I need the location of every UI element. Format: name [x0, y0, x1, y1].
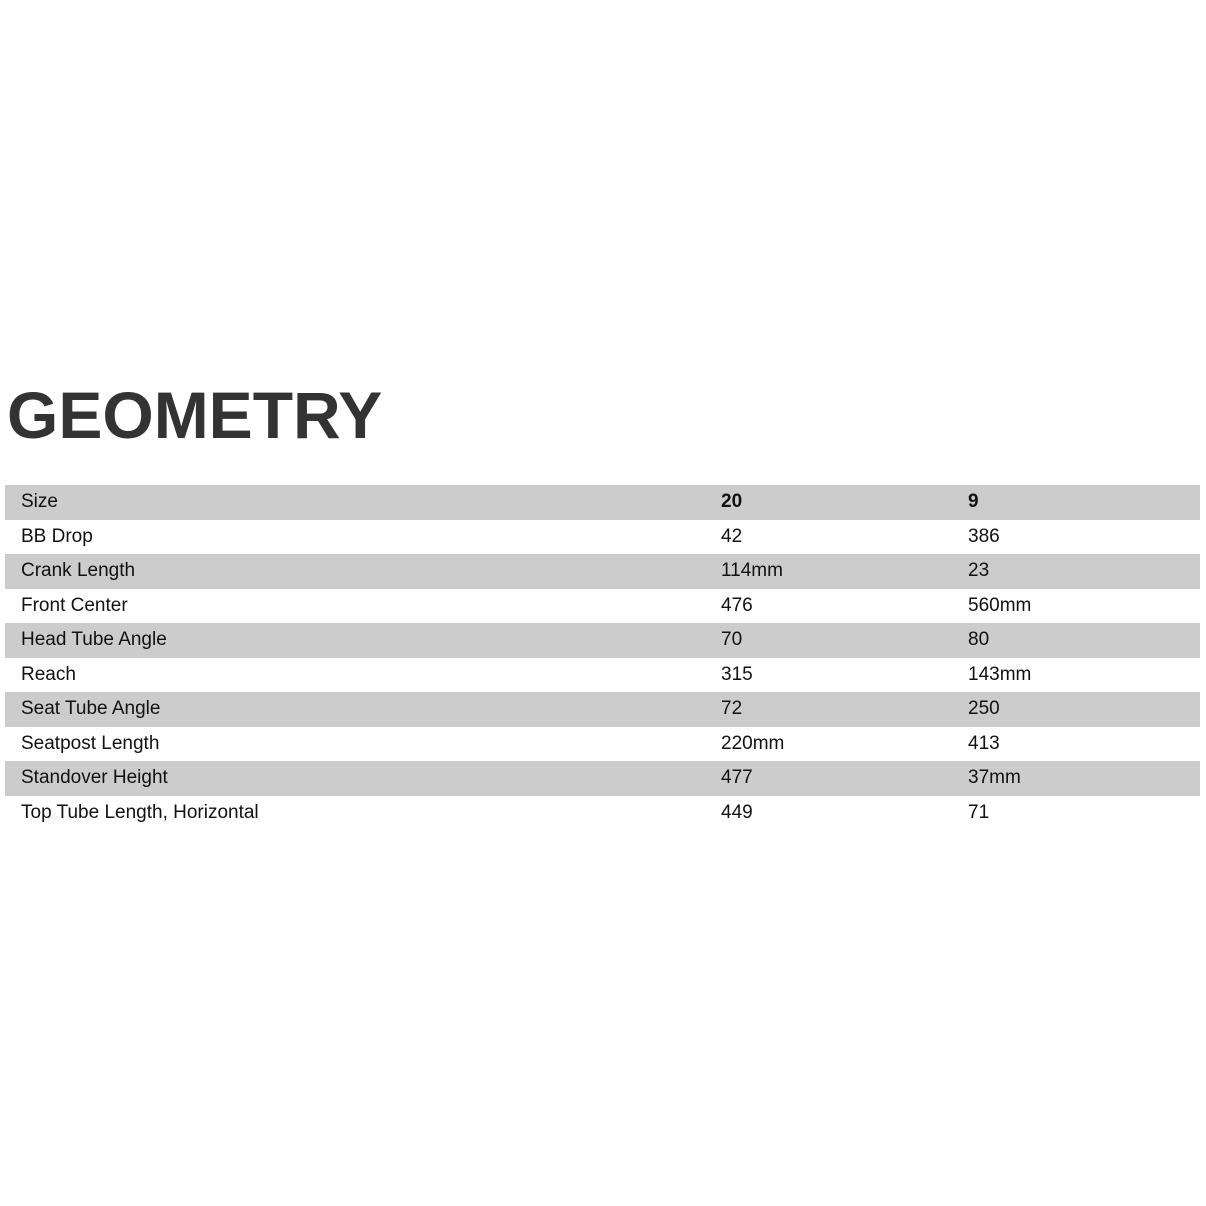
row-value-a: 477	[721, 761, 968, 796]
row-value-b: 560mm	[968, 594, 1032, 616]
row-value-a: 220mm	[721, 732, 785, 754]
row-value-b: 413	[968, 732, 1000, 754]
geometry-section	[5, 378, 1200, 830]
table-row	[5, 658, 1200, 693]
table-row	[5, 727, 1200, 762]
row-value-a: 315	[721, 663, 753, 685]
row-value-a: 476	[721, 594, 753, 616]
table-row	[5, 623, 1200, 658]
row-value-a: 72	[721, 692, 968, 727]
table-header-row	[5, 485, 1200, 520]
row-label: Standover Height	[5, 761, 721, 796]
row-value-b: 250	[968, 692, 1200, 727]
row-value-a: 42	[721, 525, 743, 547]
row-value-b: 23	[968, 554, 1200, 589]
page-title: GEOMETRY	[7, 378, 383, 452]
table-row	[5, 692, 1200, 727]
row-value-a: 114mm	[721, 554, 968, 589]
row-label: Head Tube Angle	[5, 623, 721, 658]
row-value-b: 80	[968, 623, 1200, 658]
row-label: Crank Length	[5, 554, 721, 589]
row-label: Seatpost Length	[21, 732, 160, 754]
row-value-b: 71	[968, 801, 990, 823]
size-value-b: 9	[968, 485, 1200, 520]
row-value-b: 386	[968, 525, 1000, 547]
row-value-a: 449	[721, 801, 753, 823]
row-label: Reach	[21, 663, 76, 685]
size-value-a: 20	[721, 485, 968, 520]
row-value-a: 70	[721, 623, 968, 658]
row-label: Front Center	[21, 594, 128, 616]
row-value-b: 143mm	[968, 663, 1032, 685]
row-label: BB Drop	[21, 525, 93, 547]
row-value-b: 37mm	[968, 761, 1200, 796]
table-row	[5, 761, 1200, 796]
table-row	[5, 589, 1200, 624]
table-row	[5, 796, 1200, 831]
row-label: Seat Tube Angle	[5, 692, 721, 727]
table-row	[5, 554, 1200, 589]
row-label: Top Tube Length, Horizontal	[21, 801, 259, 823]
table-row	[5, 520, 1200, 555]
size-label: Size	[5, 485, 721, 520]
geometry-table	[5, 485, 1200, 830]
